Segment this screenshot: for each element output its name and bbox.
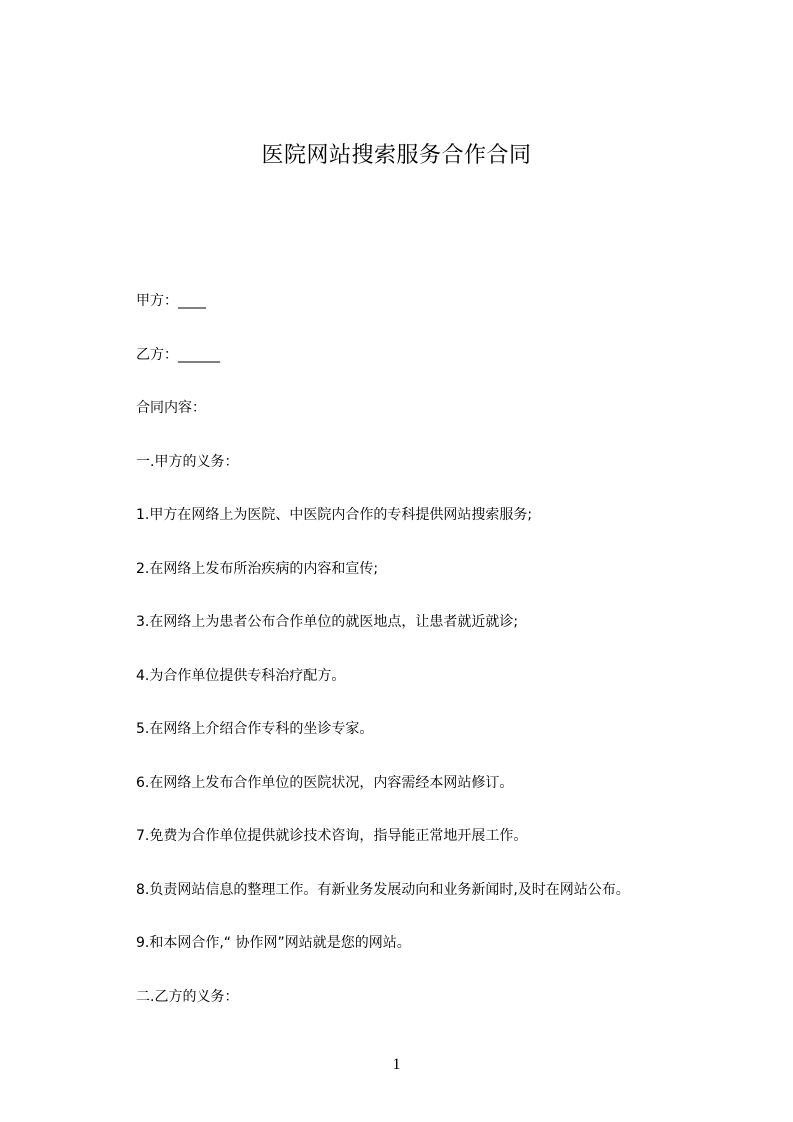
clause-item: 4.为合作单位提供专科治疗配方。 bbox=[136, 667, 346, 684]
contract-content-heading: 合同内容： bbox=[136, 400, 206, 416]
clause-item: 5.在网络上介绍合作专科的坐诊专家。 bbox=[136, 721, 374, 737]
clause-item: 7.免费为合作单位提供就诊技术咨询，指导能正常地开展工作。 bbox=[136, 828, 528, 844]
clause-item: 9.和本网合作,“ 协作网”网站就是您的网站。 bbox=[136, 935, 411, 951]
document-title: 医院网站搜索服务合作合同 bbox=[261, 143, 532, 168]
clause-item: 2.在网络上发布所治疾病的内容和宣传; bbox=[136, 560, 379, 577]
page-number: 1 bbox=[392, 1056, 401, 1073]
clause-item: 1.甲方在网络上为医院、中医院内合作的专科提供网站搜索服务; bbox=[136, 507, 533, 523]
section-heading-party-b-obligations: 二.乙方的义务： bbox=[136, 988, 239, 1005]
section-heading-party-a-obligations: 一.甲方的义务： bbox=[136, 453, 239, 470]
party-b-line: 乙方：______ bbox=[136, 346, 220, 363]
clause-item: 8.负责网站信息的整理工作。有新业务发展动向和业务新闻时,及时在网站公布。 bbox=[136, 881, 630, 898]
document-body bbox=[136, 287, 736, 1036]
party-a-line: 甲方：____ bbox=[136, 293, 206, 309]
clause-item: 3.在网络上为患者公布合作单位的就医地点，让患者就近就诊; bbox=[136, 614, 519, 630]
clause-item: 6.在网络上发布合作单位的医院状况，内容需经本网站修订。 bbox=[136, 774, 514, 791]
